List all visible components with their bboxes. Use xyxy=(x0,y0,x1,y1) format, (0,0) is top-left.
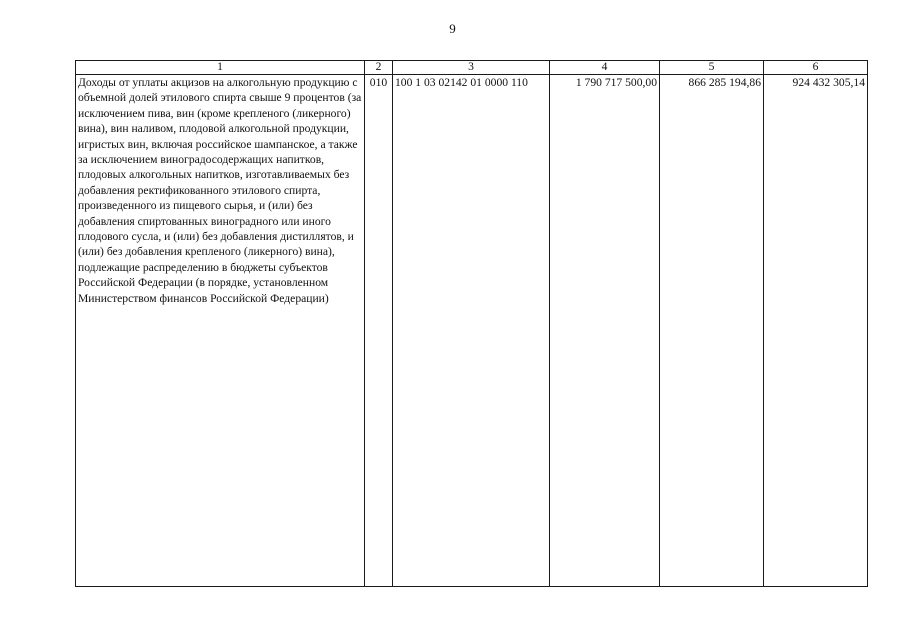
row-budget-code: 100 1 03 02142 01 0000 110 xyxy=(393,75,550,587)
row-value-col4: 1 790 717 500,00 xyxy=(550,75,660,587)
row-line-code: 010 xyxy=(365,75,393,587)
table-header-row xyxy=(76,61,868,75)
revenue-table xyxy=(75,60,868,587)
column-header-2: 2 xyxy=(365,61,393,75)
column-header-5: 5 xyxy=(660,61,764,75)
column-header-6: 6 xyxy=(764,61,868,75)
column-header-1: 1 xyxy=(76,61,365,75)
page-number: 9 xyxy=(449,21,456,36)
row-value-col6: 924 432 305,14 xyxy=(764,75,868,587)
row-value-col5: 866 285 194,86 xyxy=(660,75,764,587)
table-row xyxy=(76,75,868,587)
column-header-3: 3 xyxy=(393,61,550,75)
row-description: Доходы от уплаты акцизов на алкогольную продукцию с объемной долей этилового спирта свыше 9 процентов (за исключением пива, вин (кроме крепленого (ликерного) вина), вин наливом, плодовой алкогольной продукции, игристых вин, включая российское шампанское, а также за исключением виноградосодержащих напитков, плодовых алкогольных напитков, изготавливаемых без добавления ректификованного этилового спирта, произведенного из пищевого сырья, и (или) без добавления спиртованных виноградного или иного плодового сусла, и (или) без добавления дистиллятов, и (или) без добавления крепленого (ликерного) вина), подлежащие распределению в бюджеты субъектов Российской Федерации (в порядке, установленном Министерством финансов Российской Федерации) xyxy=(76,75,365,587)
column-header-4: 4 xyxy=(550,61,660,75)
